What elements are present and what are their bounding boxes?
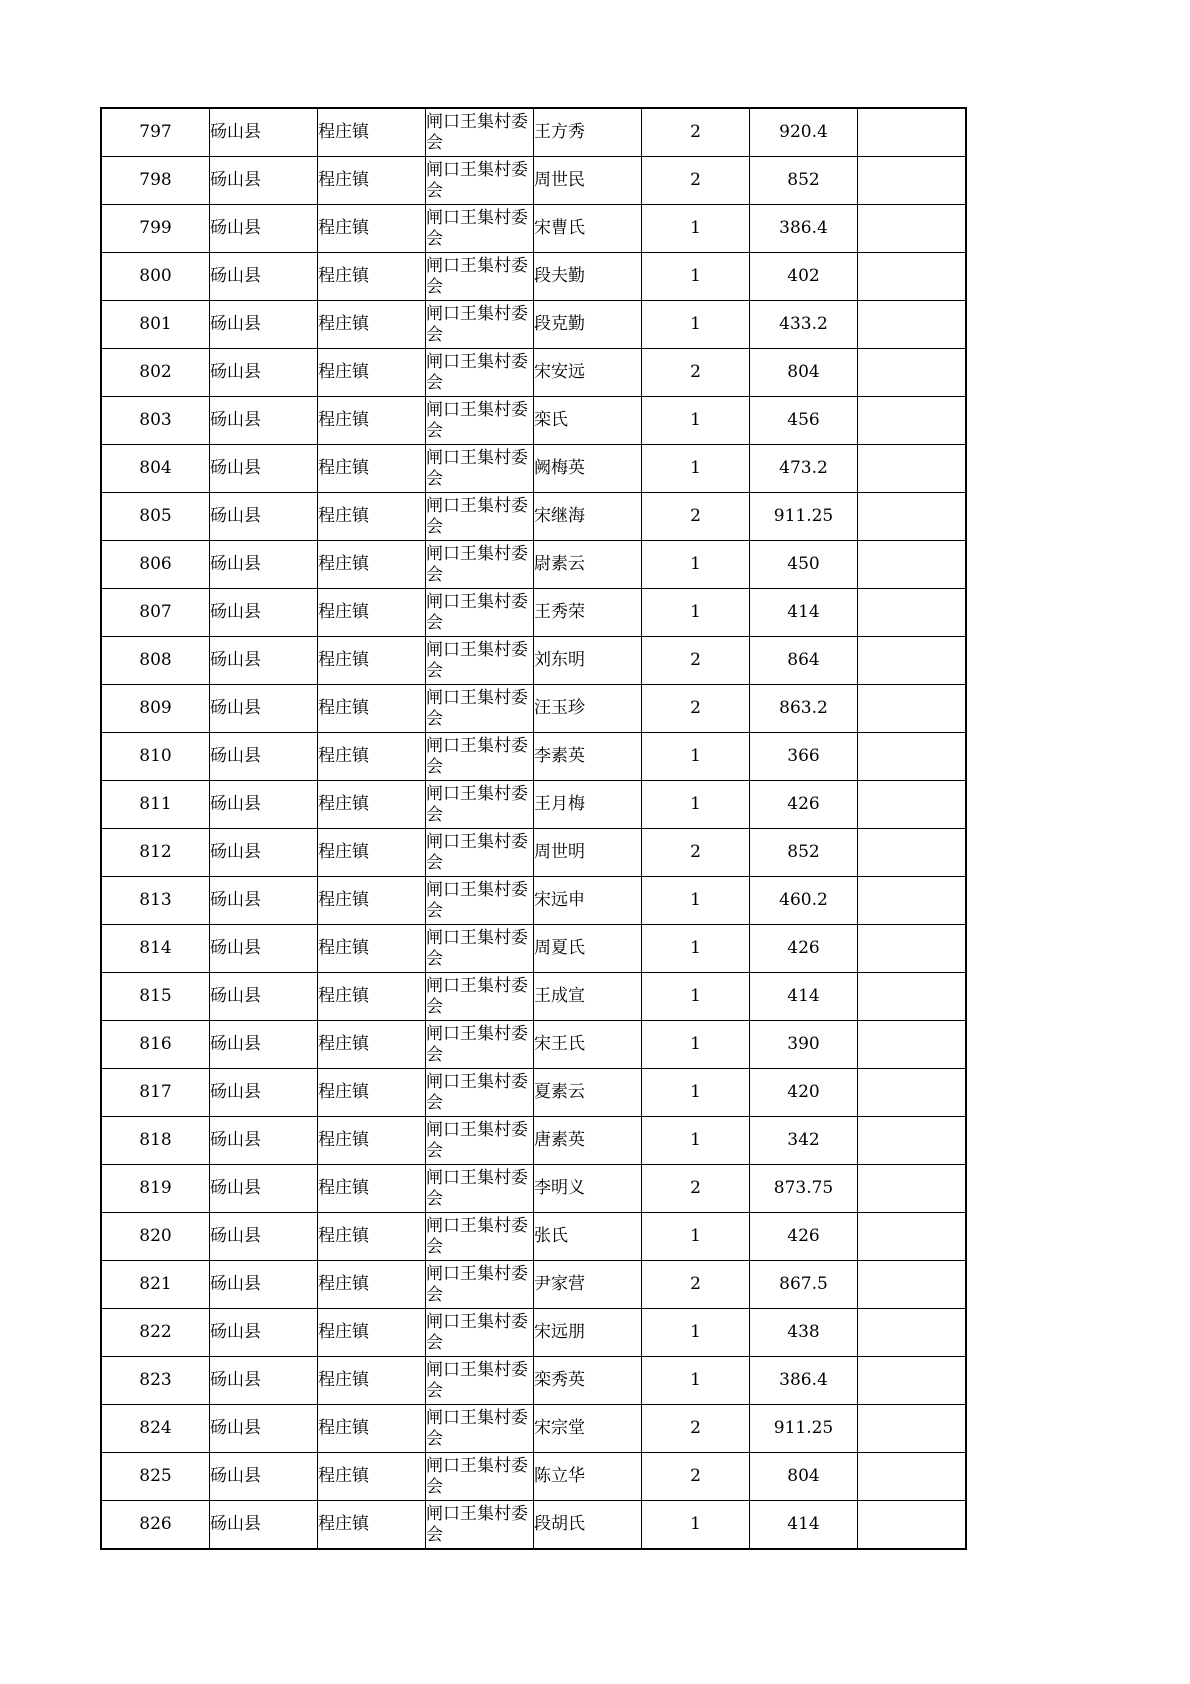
table-row <box>101 973 966 1021</box>
cell-village: 闸口王集村委会 <box>426 829 534 877</box>
table-row <box>101 1117 966 1165</box>
cell-name: 阙梅英 <box>534 445 642 493</box>
cell-town: 程庄镇 <box>318 1117 426 1165</box>
cell-village: 闸口王集村委会 <box>426 1069 534 1117</box>
cell-village: 闸口王集村委会 <box>426 301 534 349</box>
cell-name: 李素英 <box>534 733 642 781</box>
cell-county: 砀山县 <box>210 973 318 1021</box>
cell-name: 栾秀英 <box>534 1357 642 1405</box>
cell-county: 砀山县 <box>210 205 318 253</box>
cell-count: 1 <box>642 1021 750 1069</box>
cell-seq: 802 <box>101 349 210 397</box>
cell-count: 1 <box>642 877 750 925</box>
cell-town: 程庄镇 <box>318 1453 426 1501</box>
table-row <box>101 1261 966 1309</box>
cell-remark <box>858 1309 967 1357</box>
cell-seq: 797 <box>101 108 210 157</box>
cell-count: 2 <box>642 349 750 397</box>
cell-remark <box>858 829 967 877</box>
cell-county: 砀山县 <box>210 829 318 877</box>
cell-seq: 813 <box>101 877 210 925</box>
cell-amount: 460.2 <box>750 877 858 925</box>
cell-remark <box>858 1213 967 1261</box>
cell-town: 程庄镇 <box>318 925 426 973</box>
cell-remark <box>858 1453 967 1501</box>
cell-count: 2 <box>642 493 750 541</box>
cell-name: 李明义 <box>534 1165 642 1213</box>
cell-name: 宋王氏 <box>534 1021 642 1069</box>
table-row <box>101 541 966 589</box>
cell-county: 砀山县 <box>210 301 318 349</box>
cell-amount: 390 <box>750 1021 858 1069</box>
cell-remark <box>858 1261 967 1309</box>
cell-amount: 414 <box>750 1501 858 1550</box>
cell-county: 砀山县 <box>210 733 318 781</box>
cell-remark <box>858 1357 967 1405</box>
cell-remark <box>858 637 967 685</box>
table-row <box>101 205 966 253</box>
table-row <box>101 1069 966 1117</box>
cell-village: 闸口王集村委会 <box>426 253 534 301</box>
table-row <box>101 829 966 877</box>
cell-town: 程庄镇 <box>318 685 426 733</box>
cell-count: 2 <box>642 637 750 685</box>
cell-county: 砀山县 <box>210 157 318 205</box>
cell-village: 闸口王集村委会 <box>426 397 534 445</box>
cell-village: 闸口王集村委会 <box>426 205 534 253</box>
records-table <box>100 107 967 1550</box>
cell-seq: 826 <box>101 1501 210 1550</box>
cell-amount: 402 <box>750 253 858 301</box>
cell-count: 1 <box>642 445 750 493</box>
cell-amount: 366 <box>750 733 858 781</box>
cell-village: 闸口王集村委会 <box>426 108 534 157</box>
cell-remark <box>858 1069 967 1117</box>
cell-amount: 386.4 <box>750 1357 858 1405</box>
cell-count: 2 <box>642 108 750 157</box>
cell-county: 砀山县 <box>210 1357 318 1405</box>
cell-town: 程庄镇 <box>318 589 426 637</box>
cell-name: 宋远朋 <box>534 1309 642 1357</box>
cell-seq: 817 <box>101 1069 210 1117</box>
cell-town: 程庄镇 <box>318 1405 426 1453</box>
cell-amount: 426 <box>750 1213 858 1261</box>
cell-amount: 420 <box>750 1069 858 1117</box>
cell-remark <box>858 589 967 637</box>
cell-seq: 812 <box>101 829 210 877</box>
cell-count: 1 <box>642 301 750 349</box>
cell-remark <box>858 108 967 157</box>
cell-remark <box>858 541 967 589</box>
cell-amount: 911.25 <box>750 1405 858 1453</box>
cell-name: 王成宣 <box>534 973 642 1021</box>
cell-village: 闸口王集村委会 <box>426 349 534 397</box>
table-row <box>101 1453 966 1501</box>
cell-name: 王秀荣 <box>534 589 642 637</box>
cell-village: 闸口王集村委会 <box>426 1261 534 1309</box>
cell-name: 宋远申 <box>534 877 642 925</box>
cell-name: 周世明 <box>534 829 642 877</box>
cell-remark <box>858 973 967 1021</box>
cell-count: 1 <box>642 397 750 445</box>
cell-remark <box>858 733 967 781</box>
cell-village: 闸口王集村委会 <box>426 973 534 1021</box>
cell-remark <box>858 1117 967 1165</box>
cell-amount: 873.75 <box>750 1165 858 1213</box>
cell-town: 程庄镇 <box>318 349 426 397</box>
table-row <box>101 589 966 637</box>
cell-remark <box>858 1021 967 1069</box>
records-table-body <box>101 108 966 1549</box>
cell-county: 砀山县 <box>210 589 318 637</box>
cell-amount: 804 <box>750 349 858 397</box>
cell-town: 程庄镇 <box>318 1021 426 1069</box>
cell-name: 宋继海 <box>534 493 642 541</box>
cell-name: 周夏氏 <box>534 925 642 973</box>
cell-remark <box>858 685 967 733</box>
cell-town: 程庄镇 <box>318 253 426 301</box>
cell-town: 程庄镇 <box>318 877 426 925</box>
table-row <box>101 1357 966 1405</box>
cell-town: 程庄镇 <box>318 541 426 589</box>
cell-village: 闸口王集村委会 <box>426 877 534 925</box>
cell-remark <box>858 157 967 205</box>
cell-town: 程庄镇 <box>318 1213 426 1261</box>
cell-count: 1 <box>642 1309 750 1357</box>
cell-town: 程庄镇 <box>318 1357 426 1405</box>
cell-seq: 798 <box>101 157 210 205</box>
cell-village: 闸口王集村委会 <box>426 781 534 829</box>
cell-county: 砀山县 <box>210 1453 318 1501</box>
table-row <box>101 733 966 781</box>
cell-town: 程庄镇 <box>318 108 426 157</box>
cell-amount: 852 <box>750 829 858 877</box>
cell-amount: 863.2 <box>750 685 858 733</box>
cell-count: 2 <box>642 1261 750 1309</box>
cell-seq: 818 <box>101 1117 210 1165</box>
cell-county: 砀山县 <box>210 1261 318 1309</box>
cell-name: 汪玉珍 <box>534 685 642 733</box>
table-row <box>101 253 966 301</box>
table-row <box>101 925 966 973</box>
cell-county: 砀山县 <box>210 1021 318 1069</box>
cell-county: 砀山县 <box>210 349 318 397</box>
table-row <box>101 1309 966 1357</box>
cell-amount: 804 <box>750 1453 858 1501</box>
cell-count: 2 <box>642 829 750 877</box>
cell-name: 王方秀 <box>534 108 642 157</box>
cell-town: 程庄镇 <box>318 301 426 349</box>
table-row <box>101 1165 966 1213</box>
cell-name: 唐素英 <box>534 1117 642 1165</box>
cell-county: 砀山县 <box>210 1213 318 1261</box>
cell-count: 2 <box>642 1453 750 1501</box>
cell-amount: 456 <box>750 397 858 445</box>
cell-name: 宋安远 <box>534 349 642 397</box>
cell-count: 1 <box>642 205 750 253</box>
cell-village: 闸口王集村委会 <box>426 541 534 589</box>
table-row <box>101 877 966 925</box>
cell-name: 尹家营 <box>534 1261 642 1309</box>
cell-amount: 920.4 <box>750 108 858 157</box>
cell-village: 闸口王集村委会 <box>426 1213 534 1261</box>
cell-name: 周世民 <box>534 157 642 205</box>
cell-town: 程庄镇 <box>318 733 426 781</box>
cell-town: 程庄镇 <box>318 1501 426 1550</box>
cell-town: 程庄镇 <box>318 493 426 541</box>
cell-name: 宋曹氏 <box>534 205 642 253</box>
cell-county: 砀山县 <box>210 1069 318 1117</box>
cell-county: 砀山县 <box>210 685 318 733</box>
cell-count: 1 <box>642 589 750 637</box>
table-row <box>101 781 966 829</box>
cell-remark <box>858 253 967 301</box>
cell-seq: 815 <box>101 973 210 1021</box>
cell-county: 砀山县 <box>210 253 318 301</box>
table-row <box>101 685 966 733</box>
cell-seq: 820 <box>101 1213 210 1261</box>
cell-seq: 825 <box>101 1453 210 1501</box>
cell-seq: 804 <box>101 445 210 493</box>
cell-county: 砀山县 <box>210 397 318 445</box>
cell-town: 程庄镇 <box>318 205 426 253</box>
table-row <box>101 349 966 397</box>
cell-county: 砀山县 <box>210 541 318 589</box>
cell-village: 闸口王集村委会 <box>426 733 534 781</box>
cell-name: 王月梅 <box>534 781 642 829</box>
cell-seq: 822 <box>101 1309 210 1357</box>
cell-village: 闸口王集村委会 <box>426 1117 534 1165</box>
cell-count: 1 <box>642 541 750 589</box>
cell-name: 段克勤 <box>534 301 642 349</box>
table-row <box>101 445 966 493</box>
cell-remark <box>858 397 967 445</box>
cell-name: 尉素云 <box>534 541 642 589</box>
cell-remark <box>858 205 967 253</box>
cell-seq: 800 <box>101 253 210 301</box>
cell-seq: 824 <box>101 1405 210 1453</box>
cell-amount: 864 <box>750 637 858 685</box>
table-row <box>101 1021 966 1069</box>
cell-seq: 816 <box>101 1021 210 1069</box>
cell-seq: 811 <box>101 781 210 829</box>
cell-remark <box>858 301 967 349</box>
cell-village: 闸口王集村委会 <box>426 589 534 637</box>
cell-remark <box>858 445 967 493</box>
cell-name: 段夫勤 <box>534 253 642 301</box>
table-row <box>101 157 966 205</box>
cell-seq: 801 <box>101 301 210 349</box>
cell-amount: 414 <box>750 589 858 637</box>
cell-seq: 807 <box>101 589 210 637</box>
cell-name: 陈立华 <box>534 1453 642 1501</box>
cell-village: 闸口王集村委会 <box>426 637 534 685</box>
cell-amount: 438 <box>750 1309 858 1357</box>
cell-county: 砀山县 <box>210 1165 318 1213</box>
cell-amount: 911.25 <box>750 493 858 541</box>
cell-seq: 819 <box>101 1165 210 1213</box>
cell-count: 2 <box>642 1165 750 1213</box>
cell-seq: 823 <box>101 1357 210 1405</box>
cell-town: 程庄镇 <box>318 1261 426 1309</box>
cell-town: 程庄镇 <box>318 1069 426 1117</box>
cell-county: 砀山县 <box>210 637 318 685</box>
cell-village: 闸口王集村委会 <box>426 157 534 205</box>
cell-village: 闸口王集村委会 <box>426 1405 534 1453</box>
table-row <box>101 1213 966 1261</box>
cell-village: 闸口王集村委会 <box>426 493 534 541</box>
cell-amount: 473.2 <box>750 445 858 493</box>
cell-town: 程庄镇 <box>318 973 426 1021</box>
cell-name: 夏素云 <box>534 1069 642 1117</box>
cell-county: 砀山县 <box>210 877 318 925</box>
cell-town: 程庄镇 <box>318 637 426 685</box>
cell-remark <box>858 781 967 829</box>
cell-amount: 342 <box>750 1117 858 1165</box>
cell-county: 砀山县 <box>210 1405 318 1453</box>
cell-village: 闸口王集村委会 <box>426 1453 534 1501</box>
cell-remark <box>858 493 967 541</box>
table-row <box>101 301 966 349</box>
cell-seq: 803 <box>101 397 210 445</box>
cell-remark <box>858 925 967 973</box>
cell-village: 闸口王集村委会 <box>426 445 534 493</box>
cell-count: 2 <box>642 157 750 205</box>
cell-name: 栾氏 <box>534 397 642 445</box>
cell-county: 砀山县 <box>210 1501 318 1550</box>
cell-village: 闸口王集村委会 <box>426 1021 534 1069</box>
cell-remark <box>858 1405 967 1453</box>
table-row <box>101 493 966 541</box>
cell-count: 1 <box>642 1213 750 1261</box>
table-row <box>101 397 966 445</box>
cell-count: 1 <box>642 973 750 1021</box>
cell-town: 程庄镇 <box>318 445 426 493</box>
cell-amount: 867.5 <box>750 1261 858 1309</box>
cell-village: 闸口王集村委会 <box>426 1501 534 1550</box>
cell-count: 1 <box>642 1117 750 1165</box>
table-row <box>101 108 966 157</box>
cell-county: 砀山县 <box>210 781 318 829</box>
cell-town: 程庄镇 <box>318 1309 426 1357</box>
cell-count: 2 <box>642 685 750 733</box>
cell-amount: 386.4 <box>750 205 858 253</box>
cell-remark <box>858 877 967 925</box>
cell-name: 张氏 <box>534 1213 642 1261</box>
cell-count: 1 <box>642 1501 750 1550</box>
table-row <box>101 637 966 685</box>
cell-seq: 810 <box>101 733 210 781</box>
cell-amount: 426 <box>750 925 858 973</box>
cell-name: 段胡氏 <box>534 1501 642 1550</box>
cell-seq: 799 <box>101 205 210 253</box>
cell-village: 闸口王集村委会 <box>426 925 534 973</box>
cell-county: 砀山县 <box>210 925 318 973</box>
cell-county: 砀山县 <box>210 1309 318 1357</box>
cell-name: 宋宗堂 <box>534 1405 642 1453</box>
cell-count: 1 <box>642 733 750 781</box>
cell-remark <box>858 349 967 397</box>
cell-seq: 821 <box>101 1261 210 1309</box>
cell-town: 程庄镇 <box>318 397 426 445</box>
cell-village: 闸口王集村委会 <box>426 685 534 733</box>
cell-count: 1 <box>642 781 750 829</box>
cell-village: 闸口王集村委会 <box>426 1357 534 1405</box>
cell-amount: 414 <box>750 973 858 1021</box>
cell-county: 砀山县 <box>210 1117 318 1165</box>
cell-count: 2 <box>642 1405 750 1453</box>
cell-remark <box>858 1501 967 1550</box>
cell-village: 闸口王集村委会 <box>426 1309 534 1357</box>
cell-seq: 805 <box>101 493 210 541</box>
cell-county: 砀山县 <box>210 108 318 157</box>
cell-amount: 450 <box>750 541 858 589</box>
cell-seq: 809 <box>101 685 210 733</box>
cell-count: 1 <box>642 253 750 301</box>
cell-town: 程庄镇 <box>318 1165 426 1213</box>
table-row <box>101 1501 966 1550</box>
cell-town: 程庄镇 <box>318 829 426 877</box>
cell-remark <box>858 1165 967 1213</box>
cell-town: 程庄镇 <box>318 157 426 205</box>
cell-county: 砀山县 <box>210 445 318 493</box>
cell-seq: 814 <box>101 925 210 973</box>
cell-name: 刘东明 <box>534 637 642 685</box>
cell-amount: 852 <box>750 157 858 205</box>
cell-count: 1 <box>642 925 750 973</box>
cell-amount: 433.2 <box>750 301 858 349</box>
cell-county: 砀山县 <box>210 493 318 541</box>
cell-count: 1 <box>642 1357 750 1405</box>
cell-seq: 808 <box>101 637 210 685</box>
cell-town: 程庄镇 <box>318 781 426 829</box>
cell-village: 闸口王集村委会 <box>426 1165 534 1213</box>
cell-seq: 806 <box>101 541 210 589</box>
cell-amount: 426 <box>750 781 858 829</box>
cell-count: 1 <box>642 1069 750 1117</box>
table-row <box>101 1405 966 1453</box>
